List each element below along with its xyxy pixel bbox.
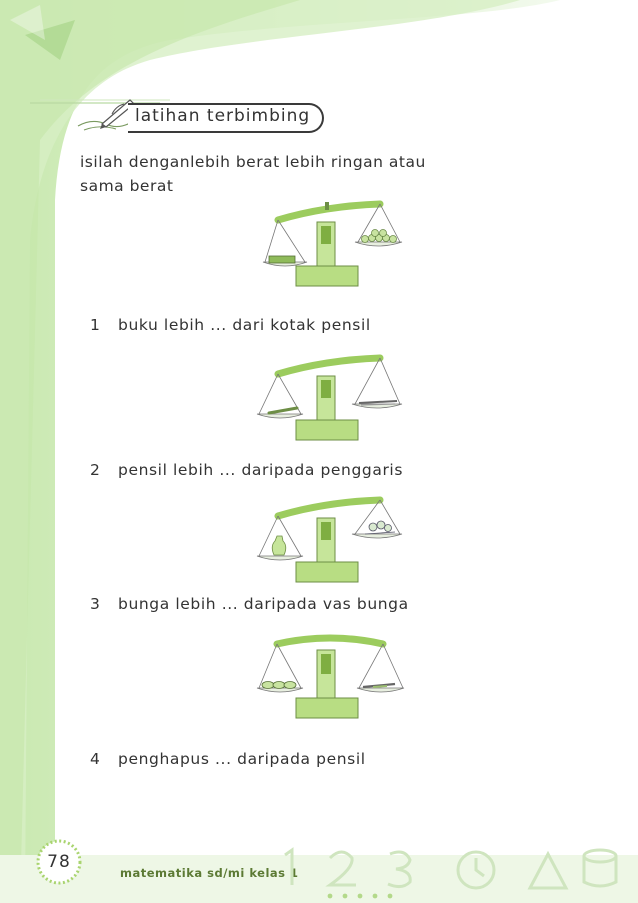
question-number: 3 xyxy=(90,595,101,613)
balance-scale-3 xyxy=(255,494,405,588)
footer-decoration xyxy=(270,840,620,900)
question-text: penghapus ... daripada pensil xyxy=(118,750,366,768)
question-3 xyxy=(90,595,409,613)
question-number: 1 xyxy=(90,316,101,334)
balance-scale-1 xyxy=(255,198,405,292)
instruction-line-1: isilah denganlebih berat lebih ringan atau xyxy=(80,153,426,171)
question-1 xyxy=(90,316,371,334)
instruction-text xyxy=(80,150,500,198)
instruction-line-2: sama berat xyxy=(80,177,174,195)
question-2 xyxy=(90,461,403,479)
balance-scale-2 xyxy=(255,352,405,446)
question-4 xyxy=(90,750,366,768)
book-title: matematika sd/mi kelas 1 xyxy=(120,866,299,880)
question-text: pensil lebih ... daripada penggaris xyxy=(118,461,404,479)
question-text: bunga lebih ... daripada vas bunga xyxy=(118,595,409,613)
question-number: 2 xyxy=(90,461,101,479)
page-number: 78 xyxy=(47,852,71,872)
question-number: 4 xyxy=(90,750,101,768)
balance-scale-4 xyxy=(255,630,405,724)
section-title: latihan terbimbing xyxy=(135,106,311,126)
question-text: buku lebih ... dari kotak pensil xyxy=(118,316,371,334)
